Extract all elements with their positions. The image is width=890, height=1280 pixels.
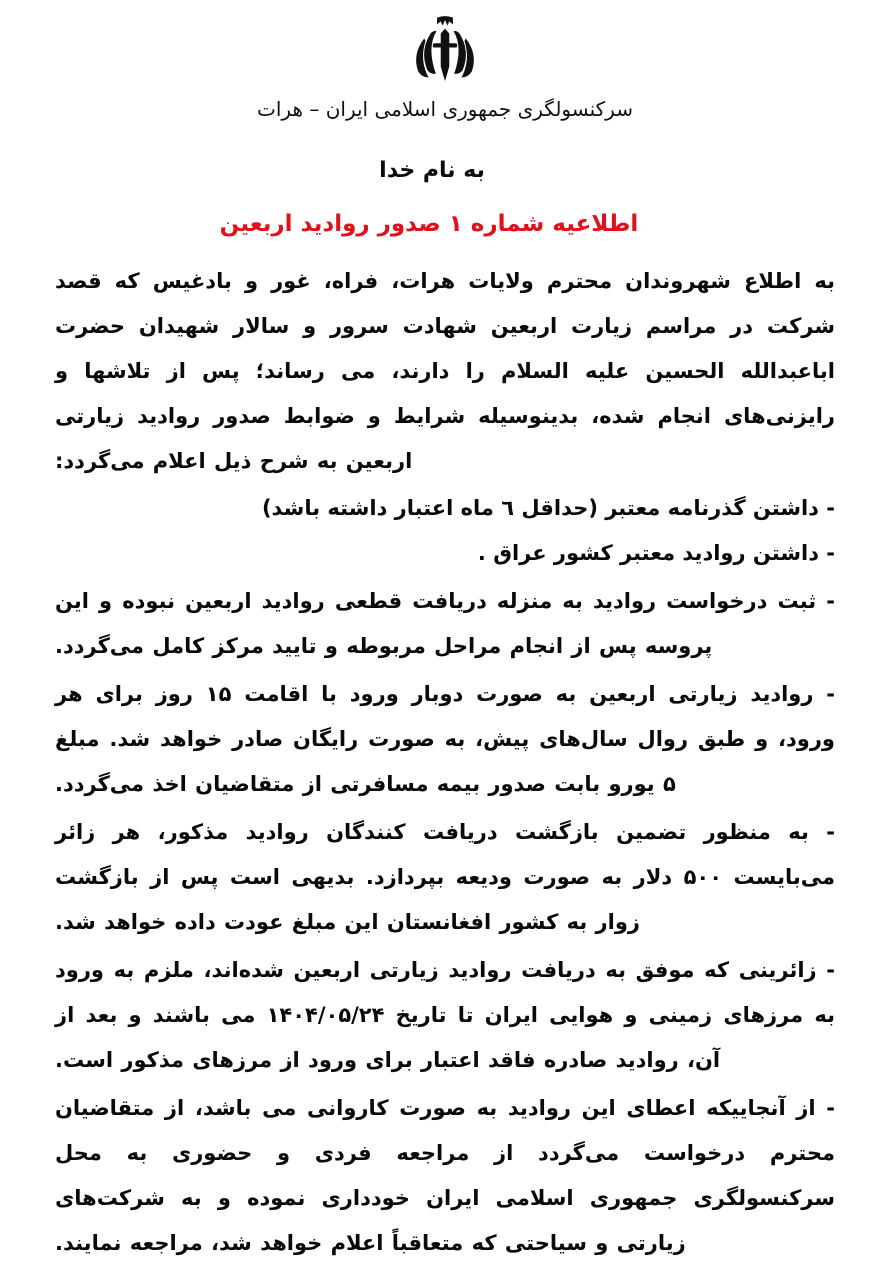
clause-paragraph-2: - روادید زیارتی اربعین به صورت دوبار ورود با اقامت ۱۵ روز برای هر ورود، و طبق روال سال‌های پیش، به صورت رایگان صادر خواهد شد. مبلغ ۵ یورو بابت صدور بیمه مسافرتی از متقاضیان اخذ می‌گردد. bbox=[55, 682, 836, 796]
requirement-item-1: - داشتن گذرنامه معتبر (حداقل ٦ ماه اعتبار داشته باشد) bbox=[261, 496, 835, 520]
requirement-item-2: - داشتن روادید معتبر کشور عراق . bbox=[477, 541, 835, 565]
notice-title: اطلاعیه شماره ۱ صدور روادید اربعین bbox=[219, 211, 639, 237]
clause-paragraph-1: - ثبت درخواست روادید به منزله دریافت قطعی روادید اربعین نبوده و این پروسه پس از انجام مراحل مربوطه و تایید مرکز کامل می‌گردد. bbox=[55, 589, 835, 658]
intro-paragraph: به اطلاع شهروندان محترم ولایات هرات، فراه، غور و بادغیس که قصد شرکت در مراسم زیارت اربعین شهادت سرور و سالار شهیدان حضرت اباعبدالله الحسین علیه السلام را دارند، می رساند؛ پس از تلاشها و رایزنی‌های انجام شده، بدینوسیله شرایط و ضوابط صدور روادید زیارتی اربعین به شرح ذیل اعلام می‌گردد: bbox=[55, 269, 835, 473]
clause-paragraph-5: - از آنجاییکه اعطای این روادید به صورت کاروانی می باشد، از متقاضیان محترم درخواست می‌گردد از مراجعه فردی و حضوری به محل سرکنسولگری جمهوری اسلامی ایران خودداری نموده و به شرکت‌های زیارتی و سیاحتی که متعاقباً اعلام خواهد شد، مراجعه نمایند. bbox=[55, 1096, 835, 1255]
document-body bbox=[0, 259, 890, 1266]
basmala-line: به نام خدا bbox=[379, 158, 485, 183]
emblem-of-iran-icon bbox=[408, 14, 482, 86]
document-header bbox=[0, 0, 890, 122]
clause-paragraph-3: - به منظور تضمین بازگشت دریافت کنندگان روادید مذکور، هر زائر می‌بایست ۵۰۰ دلار به صورت ودیعه بپردازد. بدیهی است پس از بازگشت زوار به کشور افغانستان این مبلغ عودت داده خواهد شد. bbox=[55, 820, 835, 934]
clause-paragraph-4: - زائرینی که موفق به دریافت روادید زیارتی اربعین شده‌اند، ملزم به ورود به مرزهای زمینی و هوایی ایران تا تاریخ ۱۴۰۴/۰۵/۲۴ می باشند و بعد از آن، روادید صادره فاقد اعتبار برای ورود از مرزهای مذکور است. bbox=[55, 958, 835, 1072]
organization-name: سرکنسولگری جمهوری اسلامی ایران – هرات bbox=[257, 97, 633, 121]
